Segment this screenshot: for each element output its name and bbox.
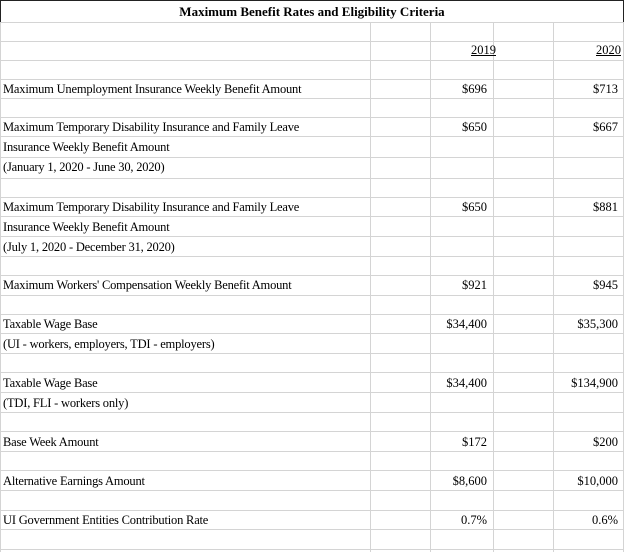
row-label-continued: (July 1, 2020 - December 31, 2020)	[3, 240, 175, 254]
row-label: Maximum Workers' Compensation Weekly Benefit Amount	[3, 278, 292, 292]
row-label-continued: (TDI, FLI - workers only)	[3, 396, 129, 410]
value-2020: 0.6%	[591, 513, 618, 527]
row-label: Base Week Amount	[3, 435, 99, 449]
value-2019: $650	[462, 120, 487, 134]
value-2019: 0.7%	[460, 513, 487, 527]
row-label: UI Government Entities Contribution Rate	[3, 513, 209, 527]
column-gridline	[493, 22, 494, 552]
year-2020-header: 2020	[596, 43, 621, 57]
row-label: Alternative Earnings Amount	[3, 474, 145, 488]
column-gridline	[553, 22, 554, 552]
row-gridline	[0, 549, 624, 550]
row-label: Maximum Unemployment Insurance Weekly Benefit Amount	[3, 82, 302, 96]
value-2019: $696	[462, 82, 487, 96]
value-2019: $34,400	[446, 317, 487, 331]
row-label: Taxable Wage Base	[3, 317, 98, 331]
row-label-continued: Insurance Weekly Benefit Amount	[3, 220, 170, 234]
row-gridline	[0, 41, 624, 42]
column-gridline	[0, 22, 1, 552]
row-label: Maximum Temporary Disability Insurance and Family Leave	[3, 120, 300, 134]
sheet-title: Maximum Benefit Rates and Eligibility Criteria	[179, 4, 445, 19]
column-gridline	[430, 22, 431, 552]
value-2019: $34,400	[446, 376, 487, 390]
value-2019: $8,600	[452, 474, 487, 488]
row-label-continued: (January 1, 2020 - June 30, 2020)	[3, 160, 165, 174]
row-label-continued: Insurance Weekly Benefit Amount	[3, 140, 170, 154]
row-gridline	[0, 178, 624, 179]
row-label: Maximum Temporary Disability Insurance and Family Leave	[3, 200, 300, 214]
row-gridline	[0, 295, 624, 296]
value-2019: $921	[462, 278, 487, 292]
value-2020: $10,000	[577, 474, 618, 488]
column-gridline	[370, 22, 371, 552]
row-gridline	[0, 60, 624, 61]
year-2019-header: 2019	[471, 43, 496, 57]
value-2019: $172	[462, 435, 487, 449]
value-2020: $35,300	[577, 317, 618, 331]
value-2020: $713	[593, 82, 618, 96]
value-2019: $650	[462, 200, 487, 214]
value-2020: $134,900	[571, 376, 618, 390]
row-label-continued: (UI - workers, employers, TDI - employers)	[3, 337, 215, 351]
row-label: Taxable Wage Base	[3, 376, 98, 390]
value-2020: $945	[593, 278, 618, 292]
value-2020: $881	[593, 200, 618, 214]
row-gridline	[0, 22, 624, 23]
value-2020: $200	[593, 435, 618, 449]
value-2020: $667	[593, 120, 618, 134]
